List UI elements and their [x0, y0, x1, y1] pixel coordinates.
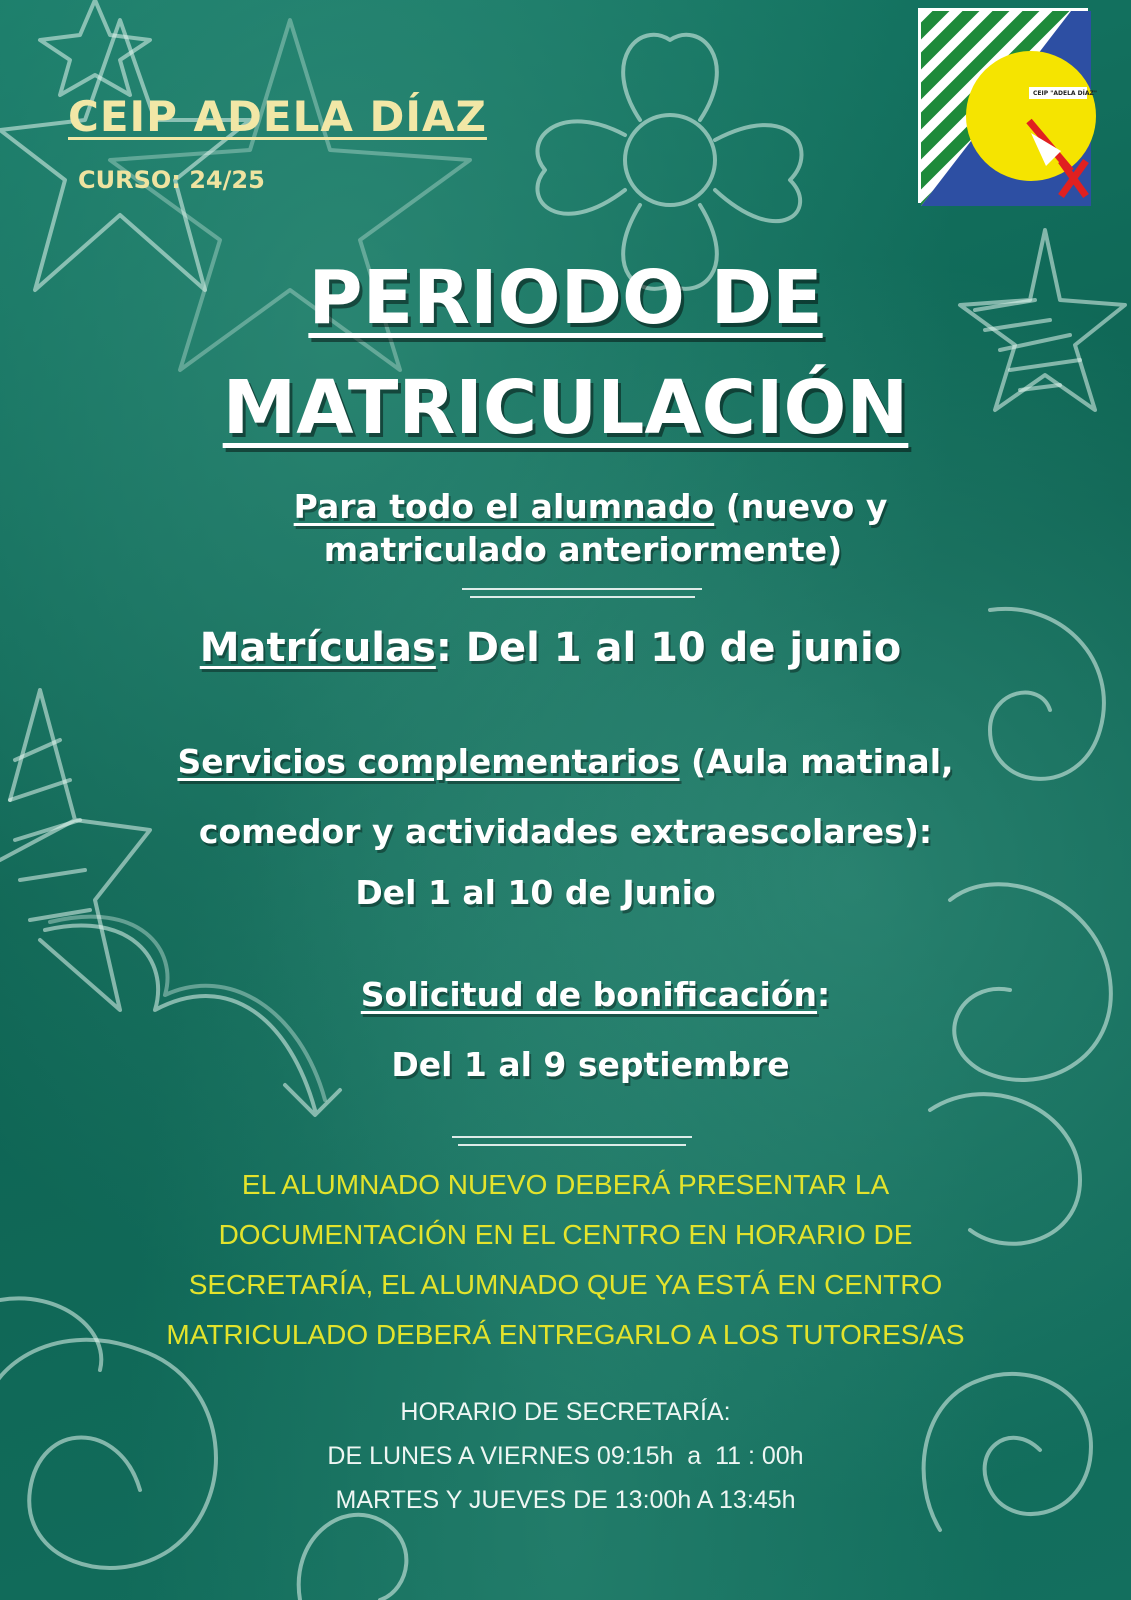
- services-line-1: [0, 742, 1131, 781]
- audience-note: (nuevo y: [714, 487, 888, 526]
- star-doodle-top-left: [0, 20, 250, 290]
- notice-line-2: DOCUMENTACIÓN EN EL CENTRO EN HORARIO DE: [218, 1219, 913, 1250]
- services-note: (Aula matinal,: [679, 742, 954, 781]
- services-dates: Del 1 al 10 de Junio: [355, 873, 716, 912]
- school-name: CEIP ADELA DÍAZ: [68, 92, 487, 141]
- course-year: CURSO: 24/25: [78, 166, 265, 194]
- bonus-label: Solicitud de bonificación: [360, 975, 818, 1014]
- arrow-doodle: [45, 925, 340, 1115]
- office-hours-weekdays: DE LUNES A VIERNES 09:15h a 11 : 00h: [327, 1442, 804, 1470]
- notice-block: [0, 1160, 1131, 1360]
- office-hours-heading: HORARIO DE SECRETARÍA:: [400, 1398, 731, 1426]
- services-label: Servicios complementarios: [177, 742, 680, 781]
- title-line-1: PERIODO DE: [308, 255, 823, 341]
- divider-bottom-2: [458, 1144, 686, 1146]
- audience-line-2: matriculado anteriormente): [323, 530, 843, 569]
- logo-graphic: [921, 11, 1091, 206]
- notice-line-3: SECRETARÍA, EL ALUMNADO QUE YA ESTÁ EN CENTRO: [188, 1269, 943, 1300]
- enrollment-dates: : Del 1 al 10 de junio: [435, 625, 902, 671]
- bonus-colon: :: [817, 975, 831, 1014]
- divider-top: [462, 588, 702, 590]
- audience-label: Para todo el alumnado: [293, 487, 715, 526]
- title-line-2: MATRICULACIÓN: [222, 365, 909, 451]
- enrollment-line: [0, 625, 1131, 671]
- enrollment-label: Matrículas: [199, 625, 436, 671]
- divider-bottom: [452, 1136, 692, 1138]
- office-hours: [0, 1390, 1131, 1522]
- audience-line-1: [0, 487, 1131, 526]
- services-line-2: comedor y actividades extraescolares):: [198, 812, 933, 851]
- star-doodle-top-left-small: [40, 0, 150, 95]
- logo-caption: CEIP "ADELA DÍAZ": [1033, 90, 1097, 97]
- bonus-line: [0, 975, 1131, 1014]
- notice-line-4: MATRICULADO DEBERÁ ENTREGARLO A LOS TUTORES/AS: [166, 1319, 965, 1350]
- notice-line-1: EL ALUMNADO NUEVO DEBERÁ PRESENTAR LA: [241, 1169, 890, 1200]
- flower-doodle: [537, 35, 801, 289]
- divider-top-2: [470, 596, 695, 598]
- school-logo: [918, 8, 1097, 203]
- office-hours-tue-thu: MARTES Y JUEVES DE 13:00h A 13:45h: [335, 1486, 796, 1514]
- bonus-dates: Del 1 al 9 septiembre: [391, 1045, 790, 1084]
